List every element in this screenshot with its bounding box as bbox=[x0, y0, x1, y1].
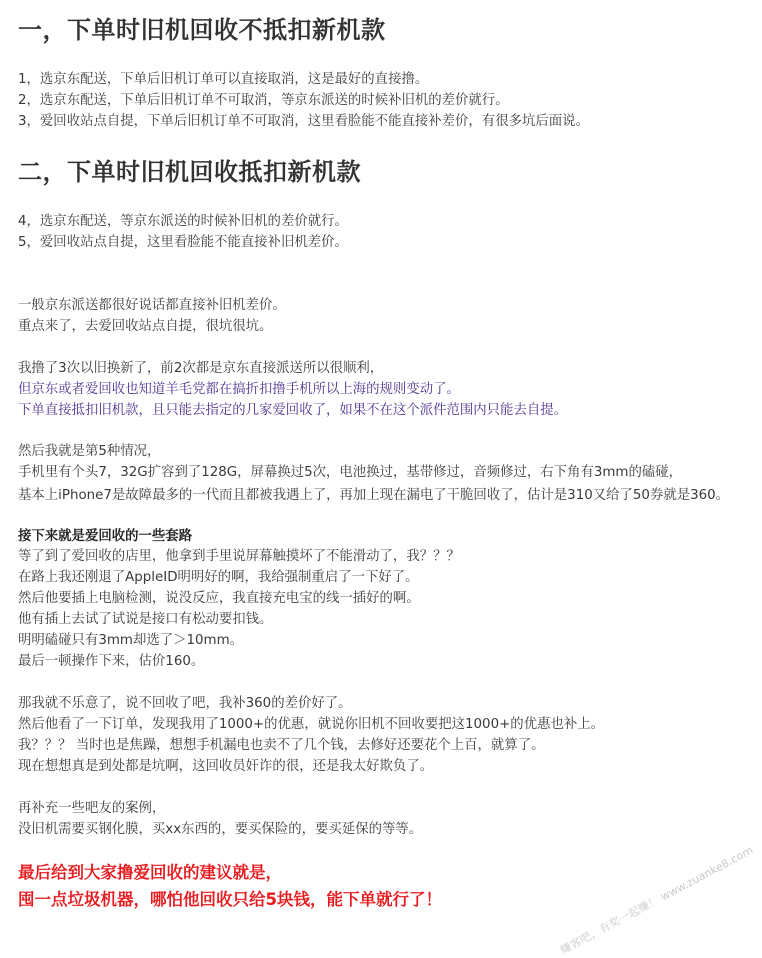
paragraph-line: 我撸了3次以旧换新了，前2次都是京东直接派送所以很顺利， bbox=[18, 361, 384, 376]
paragraph-line-highlight: 但京东或者爱回收也知道羊毛党都在搞折扣撸手机所以上海的规则变动了。 bbox=[18, 382, 460, 397]
paragraph-line: 手机里有个头7，32G扩容到了128G，屏幕换过5次，电池换过，基带修过，音频修过，右下角有3mm的磕碰， bbox=[18, 465, 683, 480]
paragraph-line: 再补充一些吧友的案例， bbox=[18, 801, 166, 816]
paragraph-line: 明明磕碰只有3mm却选了＞10mm。 bbox=[18, 633, 244, 648]
paragraph-line: 重点来了，去爱回收站点自提，很坑很坑。 bbox=[18, 319, 273, 334]
paragraph-line: 那我就不乐意了，说不回收了吧，我补360的差价好了。 bbox=[18, 696, 352, 711]
paragraph-line: 最后一顿操作下来，估价160。 bbox=[18, 654, 205, 669]
paragraph-line: 没旧机需要买钢化膜，买xx东西的，要买保险的，要买延保的等等。 bbox=[18, 822, 423, 837]
conclusion-line: 最后给到大家撸爱回收的建议就是， bbox=[18, 863, 282, 882]
paragraph-line: 然后他要插上电脑检测，说没反应，我直接充电宝的线一插好的啊。 bbox=[18, 591, 420, 606]
section2-heading: 二，下单时旧机回收抵扣新机款 bbox=[18, 158, 361, 186]
subsection-title: 接下来就是爱回收的一些套路 bbox=[18, 529, 193, 544]
paragraph-line: 然后我就是第5种情况， bbox=[18, 444, 161, 459]
list-item: 5，爱回收站点自提，这里看脸能不能直接补旧机差价。 bbox=[18, 235, 348, 250]
list-item: 2，选京东配送，下单后旧机订单不可取消，等京东派送的时候补旧机的差价就行。 bbox=[18, 93, 509, 108]
conclusion-line: 囤一点垃圾机器，哪怕他回收只给5块钱，能下单就行了！ bbox=[18, 890, 442, 909]
list-item: 3，爱回收站点自提，下单后旧机订单不可取消，这里看脸能不能直接补差价，有很多坑后面说。 bbox=[18, 114, 589, 129]
paragraph-line: 在路上我还刚退了AppleID明明好的啊，我给强制重启了一下好了。 bbox=[18, 570, 419, 585]
section1-heading: 一，下单时旧机回收不抵扣新机款 bbox=[18, 16, 386, 44]
list-item: 1，选京东配送，下单后旧机订单可以直接取消，这是最好的直接撸。 bbox=[18, 72, 429, 87]
paragraph-line: 一般京东派送都很好说话都直接补旧机差价。 bbox=[18, 298, 286, 313]
paragraph-line: 等了到了爱回收的店里，他拿到手里说屏幕触摸坏了不能滑动了，我？？？ bbox=[18, 549, 460, 564]
paragraph-line: 基本上iPhone7是故障最多的一代而且都被我遇上了，再加上现在漏电了干脆回收了，估计是310又给了50券就是360。 bbox=[18, 488, 730, 503]
paragraph-line: 我？？？ 当时也是焦躁，想想手机漏电也卖不了几个钱，去修好还要花个上百，就算了。 bbox=[18, 738, 545, 753]
list-item: 4，选京东配送，等京东派送的时候补旧机的差价就行。 bbox=[18, 214, 348, 229]
watermark-text: 赚客吧，有奖一起赚！ www.zuanke8.com bbox=[558, 843, 756, 957]
paragraph-line: 然后他看了一下订单，发现我用了1000+的优惠，就说你旧机不回收要把这1000+的优惠也补上。 bbox=[18, 717, 605, 732]
paragraph-line-highlight: 下单直接抵扣旧机款，且只能去指定的几家爱回收了，如果不在这个派件范围内只能去自提。 bbox=[18, 403, 568, 418]
paragraph-line: 现在想想真是到处都是坑啊，这回收员奸诈的很，还是我太好欺负了。 bbox=[18, 759, 434, 774]
paragraph-line: 他有插上去试了试说是接口有松动要扣钱。 bbox=[18, 612, 273, 627]
